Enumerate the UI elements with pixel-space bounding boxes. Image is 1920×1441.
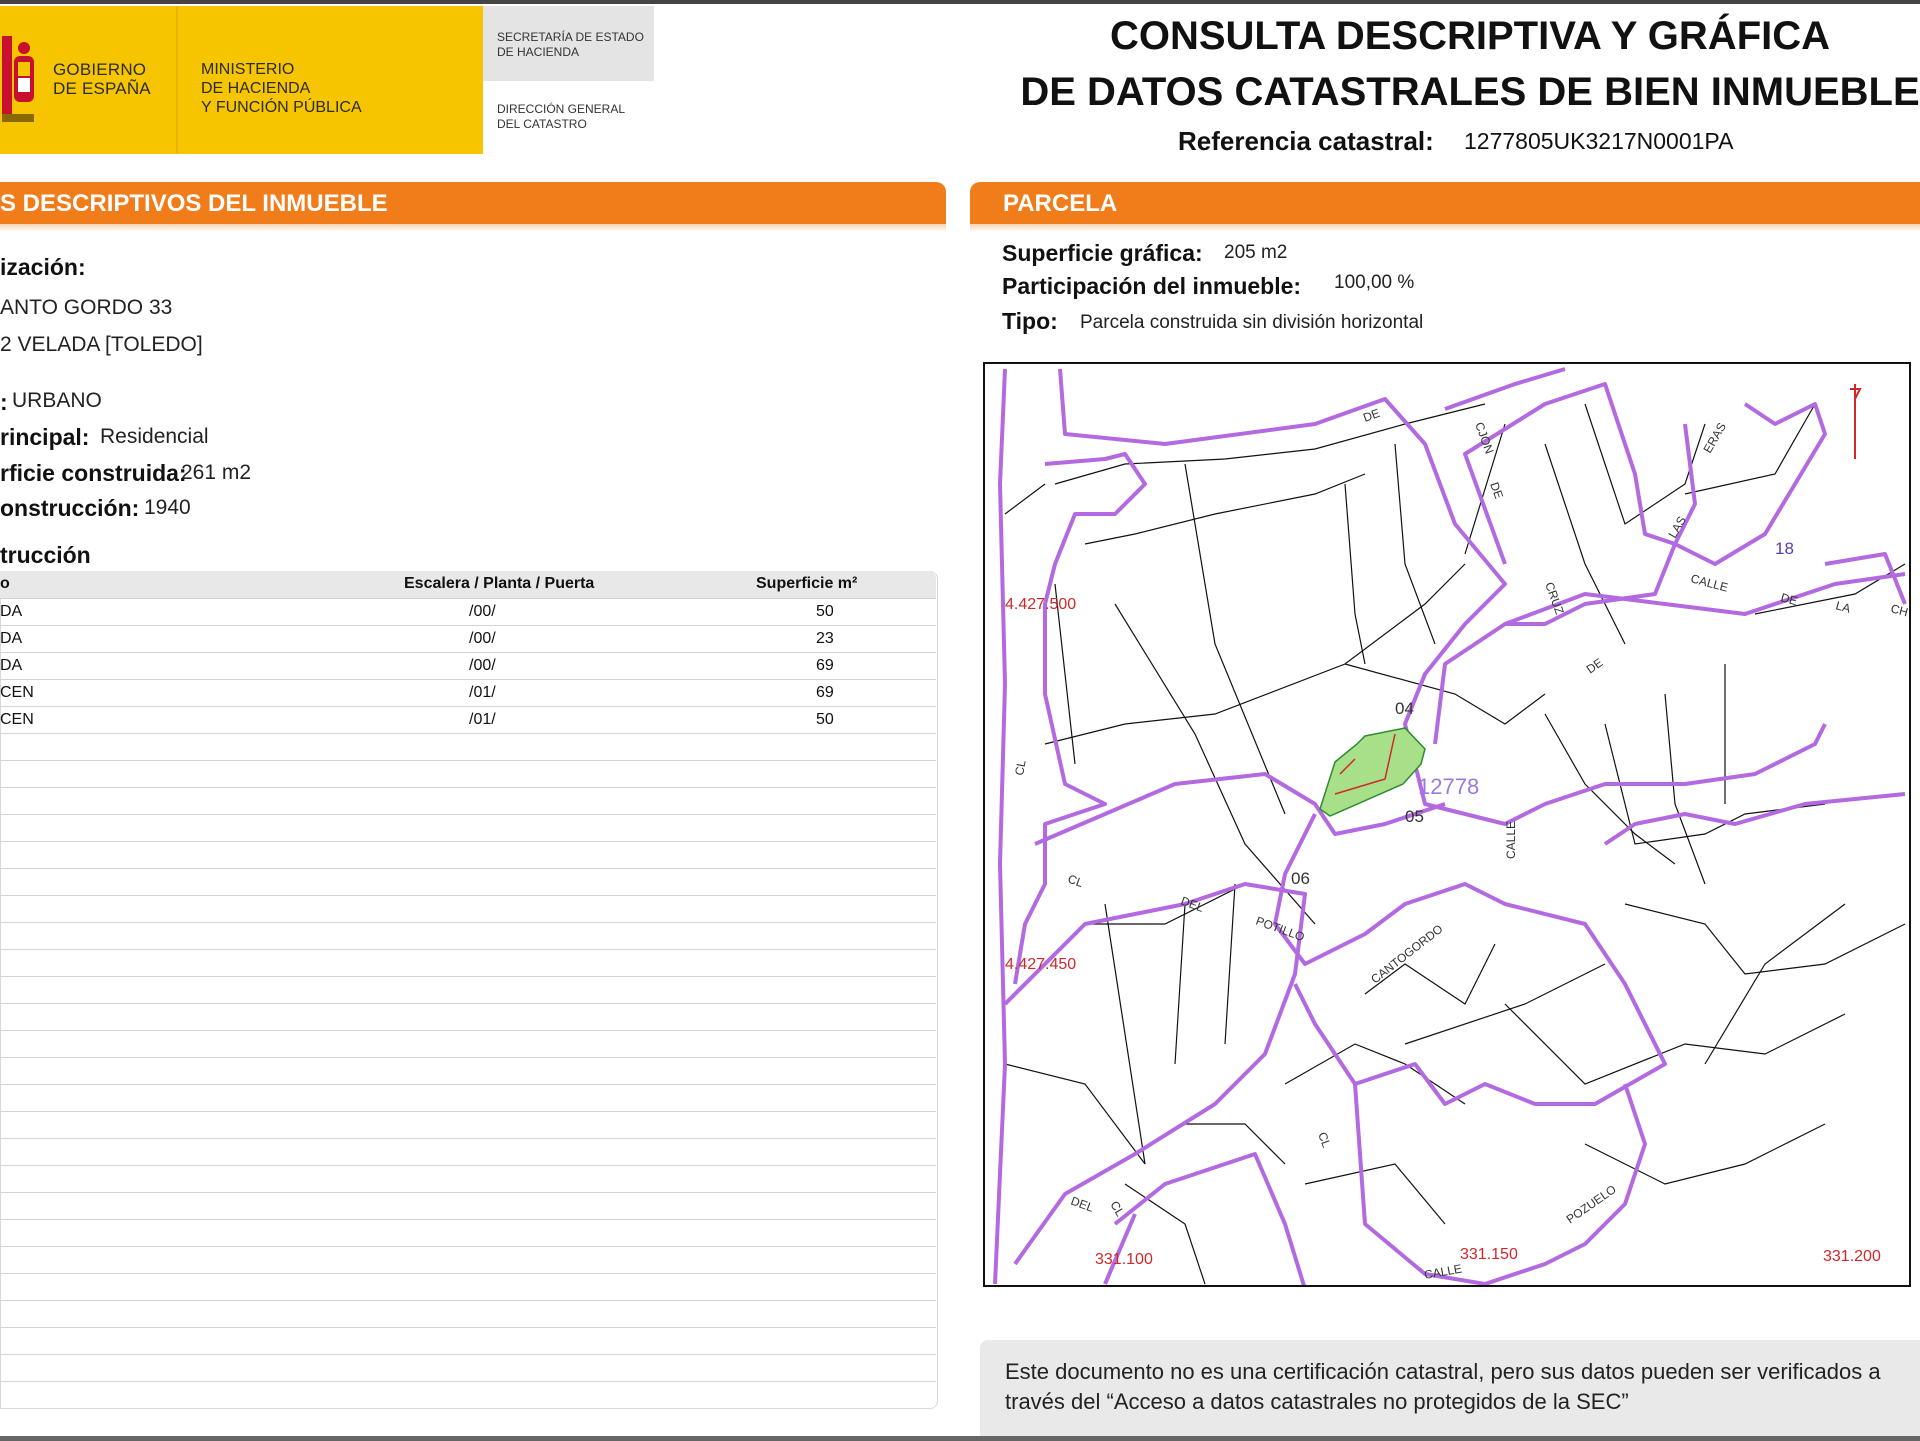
table-row-line: [0, 652, 936, 653]
map-street: CL: [1107, 1198, 1128, 1219]
table-cell-use: DA: [0, 630, 23, 647]
participacion-label: Participación del inmueble:: [1002, 273, 1302, 299]
tipo-value: Parcela construida sin división horizontal: [1080, 312, 1424, 333]
map-street: ERAS: [1700, 420, 1729, 456]
direccion-general-name: DIRECCIÓN GENERAL DEL CATASTRO: [497, 102, 626, 131]
disclaimer-line-2: través del “Acceso a datos catastrales no protegidos de la SEC”: [1005, 1389, 1629, 1414]
table-cell-use: CEN: [0, 711, 34, 728]
table-row-line: [0, 1273, 936, 1274]
table-row-line: [0, 1219, 936, 1220]
map-street: DEL: [1178, 893, 1206, 915]
table-row-line: [0, 625, 936, 626]
map-coordinate: 331.150: [1460, 1246, 1518, 1263]
table-row-line: [0, 1354, 936, 1355]
secretaria-name: SECRETARÍA DE ESTADO DE HACIENDA: [497, 30, 644, 59]
map-coordinate: 331.100: [1095, 1251, 1153, 1268]
document-title: CONSULTA DESCRIPTIVA Y GRÁFICA DE DATOS CATASTRALES DE BIEN INMUEBLE: [1020, 14, 1920, 114]
superficie-label: Superficie gráfica:: [1002, 240, 1203, 266]
column-header-use: o: [0, 575, 10, 592]
map-street: DE: [1583, 655, 1606, 677]
table-cell-floor: /00/: [469, 630, 496, 647]
map-block-outlines: [995, 369, 1905, 1287]
table-row-line: [0, 706, 936, 707]
map-coordinate: 4.427.500: [1005, 596, 1077, 613]
participacion-value: 100,00 %: [1334, 272, 1415, 293]
table-row-line: [0, 895, 936, 896]
column-header-floor: Escalera / Planta / Puerta: [404, 575, 595, 592]
table-row-line: [0, 598, 936, 599]
table-cell-surface: 50: [816, 603, 834, 620]
tipo-label: Tipo:: [1002, 308, 1058, 334]
table-cell-floor: /01/: [469, 684, 496, 701]
table-cell-surface: 50: [816, 711, 834, 728]
highlighted-parcel: [1320, 728, 1425, 816]
table-row-line: [0, 1192, 936, 1193]
address-line-1: ANTO GORDO 33: [0, 296, 173, 319]
table-row-line: [0, 841, 936, 842]
bottom-border: [0, 1436, 1920, 1441]
table-row-line: [0, 1084, 936, 1085]
map-street: CALLE: [1504, 820, 1518, 859]
table-row-line: [0, 1030, 936, 1031]
map-street: CH: [1889, 601, 1910, 620]
map-label-p18: 18: [1775, 539, 1794, 558]
year-value: 1940: [144, 496, 191, 519]
map-street: POZUELO: [1563, 1182, 1619, 1227]
table-row-line: [0, 1003, 936, 1004]
map-street-labels: [1012, 406, 1909, 1282]
map-street: CL: [1065, 871, 1086, 891]
map-street: CRUZ: [1542, 580, 1567, 617]
reference-label: Referencia catastral:: [1178, 126, 1434, 156]
table-cell-floor: /00/: [469, 657, 496, 674]
table-row-line: [0, 679, 936, 680]
map-street: CJON: [1472, 420, 1497, 456]
year-label: onstrucción:: [0, 495, 140, 521]
descriptive-bar-shadow: [0, 224, 946, 232]
map-coordinate: 331.200: [1823, 1248, 1881, 1265]
table-row-line: [0, 949, 936, 950]
class-value: URBANO: [12, 389, 102, 412]
map-street: POTILLO: [1253, 913, 1307, 945]
surface-label: rficie construida:: [0, 460, 187, 486]
table-row-line: [0, 787, 936, 788]
address-line-2: 2 VELADA [TOLEDO]: [0, 333, 203, 356]
table-row-line: [0, 1246, 936, 1247]
column-header-surface: Superficie m²: [756, 575, 858, 592]
map-label-ref: 12778: [1418, 774, 1480, 799]
map-street: LAS: [1665, 513, 1689, 541]
map-street: CANTOGORDO: [1368, 921, 1446, 987]
map-street: CL: [1315, 1130, 1334, 1150]
map-street: CL: [1012, 758, 1029, 777]
table-row-line: [0, 976, 936, 977]
table-row-line: [0, 1327, 936, 1328]
map-coordinate: 4.427.450: [1005, 956, 1077, 973]
table-row-line: [0, 733, 936, 734]
map-street: CALLE: [1689, 571, 1730, 595]
descriptive-section-header: S DESCRIPTIVOS DEL INMUEBLE: [0, 182, 946, 224]
top-border: [0, 0, 1920, 4]
location-label: ización:: [0, 254, 86, 280]
superficie-value: 205 m2: [1224, 242, 1288, 263]
construction-title: trucción: [0, 542, 91, 568]
table-cell-use: DA: [0, 657, 23, 674]
cadastral-map[interactable]: [983, 362, 1911, 1287]
banner-divider: [176, 6, 178, 154]
government-name: GOBIERNO DE ESPAÑA: [53, 60, 151, 98]
table-row-line: [0, 814, 936, 815]
parcela-bar-shadow: [970, 224, 1920, 232]
map-label-p06: 06: [1291, 869, 1310, 888]
table-cell-floor: /00/: [469, 603, 496, 620]
table-row-line: [0, 1300, 936, 1301]
map-street: DE: [1487, 480, 1507, 501]
map-street: LA: [1834, 598, 1853, 616]
parcela-section-header: PARCELA: [970, 182, 1920, 224]
table-cell-surface: 69: [816, 657, 834, 674]
ministry-name: MINISTERIO DE HACIENDA Y FUNCIÓN PÚBLICA: [201, 61, 362, 116]
class-label: :: [0, 389, 8, 415]
table-row-line: [0, 868, 936, 869]
disclaimer-line-1: Este documento no es una certificación catastral, pero sus datos pueden ser verificados a: [1005, 1359, 1881, 1384]
table-row-line: [0, 1165, 936, 1166]
table-cell-use: DA: [0, 603, 23, 620]
map-street: CALLE: [1423, 1261, 1463, 1282]
table-cell-use: CEN: [0, 684, 34, 701]
map-label-p05: 05: [1405, 807, 1424, 826]
table-cell-surface: 69: [816, 684, 834, 701]
table-row-line: [0, 1057, 936, 1058]
table-row-line: [0, 922, 936, 923]
table-cell-surface: 23: [816, 630, 834, 647]
use-label: rincipal:: [0, 424, 90, 450]
map-canvas: [985, 364, 1911, 1287]
map-street: DE: [1779, 590, 1799, 609]
reference-value: 1277805UK3217N0001PA: [1464, 128, 1734, 154]
map-street: DE: [1361, 405, 1382, 425]
table-row-line: [0, 760, 936, 761]
disclaimer-text: [1005, 1357, 1915, 1417]
use-value: Residencial: [100, 425, 209, 448]
table-row-line: [0, 1111, 936, 1112]
table-row-line: [0, 1381, 936, 1382]
map-label-p04: 04: [1395, 699, 1414, 718]
coat-of-arms-icon: [0, 26, 38, 132]
table-cell-floor: /01/: [469, 711, 496, 728]
surface-value: 261 m2: [181, 461, 252, 484]
map-street: DEL: [1068, 1193, 1096, 1215]
table-row-line: [0, 1138, 936, 1139]
